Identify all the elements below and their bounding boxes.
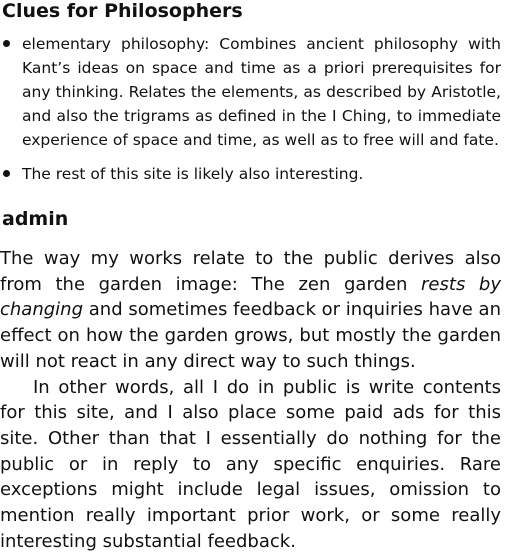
section-heading-clues: Clues for Philosophers: [2, 0, 243, 22]
section-heading-admin: admin: [2, 208, 69, 230]
list-item: [2, 162, 501, 186]
paragraph-text: The way my works relate to the public derives also from the garden image: The zen garden: [0, 248, 501, 295]
admin-body: [0, 246, 501, 554]
list-item-text: : Combines ancient philosophy with Kant’s ideas on space and time as a priori prerequisites for any thinking. Relates the elements, as described by Aristotle, and also the trigrams as defined in the I Ching, to immediate experience of space and time, as well as to free will and fate.: [22, 35, 501, 149]
bullet-icon: [3, 170, 10, 177]
paragraph-text: and sometimes feedback or inquiries have an effect on how the garden grows, but mostly the garden will not react in any direct way to such things.: [0, 299, 501, 372]
clues-list: [2, 32, 501, 196]
bullet-icon: [3, 40, 10, 47]
paragraph: In other words, all I do in public is write contents for this site, and I also place some paid ads for this site. Other than that I essentially do nothing for the public or in reply to any specific enquiries. Rare exceptions might include legal issues, omission to mention really important prior work, or some really interesting substantial feedback.: [0, 376, 501, 552]
list-item-text: The rest of this site is likely also interesting.: [22, 165, 364, 183]
list-item-term[interactable]: elementary philosophy: [22, 35, 205, 53]
paragraph: [0, 246, 501, 375]
emphasis-text: rests by changing: [0, 273, 501, 321]
list-item: [2, 32, 501, 152]
